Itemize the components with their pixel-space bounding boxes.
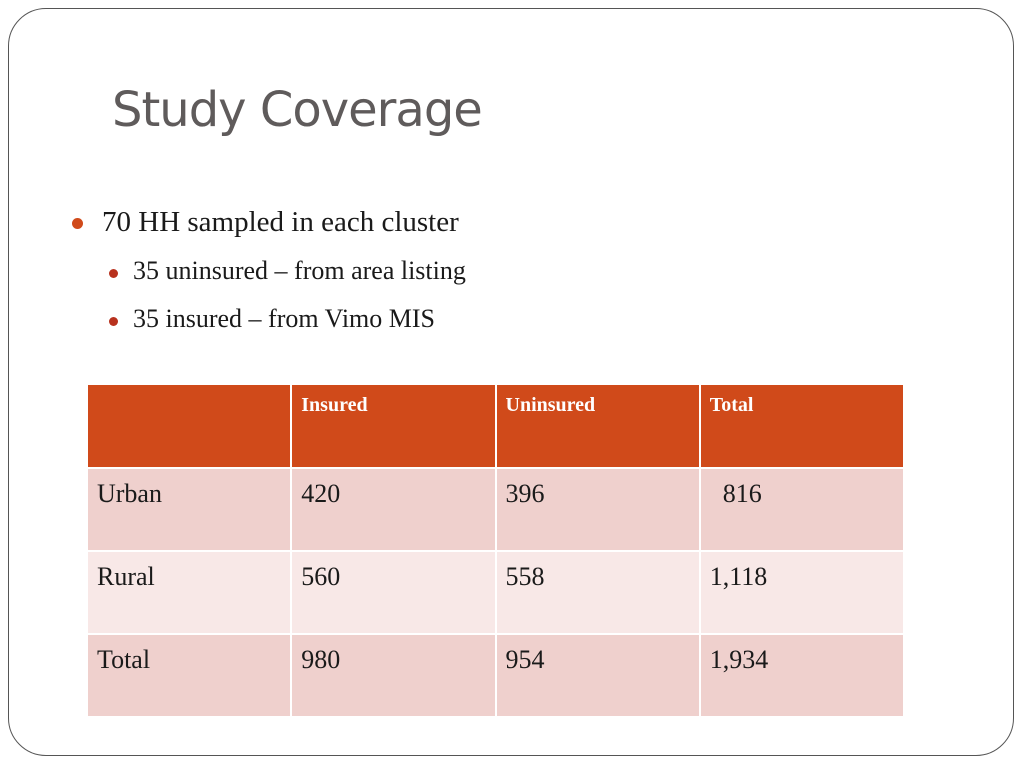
sub-bullet-item [72, 304, 466, 352]
row-label: Total [87, 634, 291, 717]
table-header-row [87, 384, 904, 468]
row-label: Rural [87, 551, 291, 634]
header-cell-insured: Insured [291, 384, 495, 468]
table-cell: 396 [496, 468, 700, 551]
table-cell: 1,118 [700, 551, 904, 634]
table-cell: 560 [291, 551, 495, 634]
bullet-dot-icon [72, 218, 83, 229]
header-cell-total: Total [700, 384, 904, 468]
table-cell: 980 [291, 634, 495, 717]
row-label: Urban [87, 468, 291, 551]
sub-bullet-text: 35 insured – from Vimo MIS [133, 304, 436, 333]
table-row [87, 634, 904, 717]
header-cell-uninsured: Uninsured [496, 384, 700, 468]
bullet-text: 70 HH sampled in each cluster [102, 206, 459, 238]
sub-bullet-text: 35 uninsured – from area listing [133, 256, 466, 285]
slide-title: Study Coverage [112, 82, 482, 138]
table-row [87, 468, 904, 551]
table-cell: 1,934 [700, 634, 904, 717]
table-cell: 420 [291, 468, 495, 551]
bullet-dot-icon [109, 269, 118, 278]
table-cell: 558 [496, 551, 700, 634]
header-cell-empty [87, 384, 291, 468]
bullet-list [72, 206, 466, 352]
sub-bullet-item [72, 256, 466, 304]
coverage-table [86, 383, 905, 718]
bullet-item [72, 206, 466, 246]
table-row [87, 551, 904, 634]
table-cell: 954 [496, 634, 700, 717]
bullet-dot-icon [109, 317, 118, 326]
table-cell: 816 [700, 468, 904, 551]
